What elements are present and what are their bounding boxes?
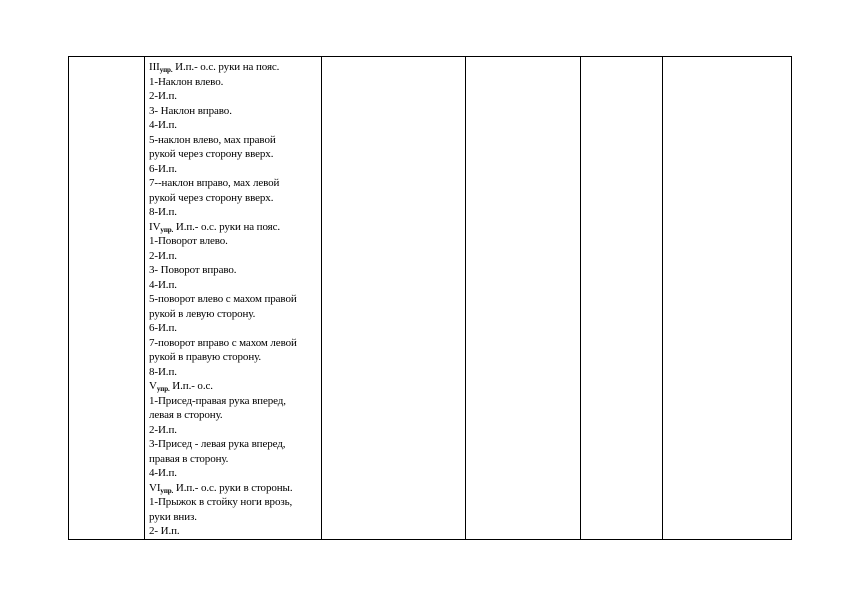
exercise-step-line: 1-Прыжок в стойку ноги врозь, xyxy=(149,496,293,508)
exercise-start-position: И.п.- о.с. руки на пояс. xyxy=(172,61,280,73)
empty-cell-part xyxy=(69,57,145,540)
exercise-step-line: 5-поворот влево с махом правой xyxy=(149,293,297,305)
empty-cell-5 xyxy=(663,57,792,540)
exercise-step-line: 1-Поворот влево. xyxy=(149,235,228,247)
exercise-start-position: И.п.- о.с. руки на пояс. xyxy=(173,220,281,233)
exercise-subscript: упр. xyxy=(159,66,173,74)
exercise-number: $III_{упр.}$ xyxy=(149,61,173,74)
exercise-step-line: 7--наклон вправо, мах левой xyxy=(149,177,280,189)
exercise-step-line: 1-Присед-правая рука вперед, xyxy=(149,394,286,407)
exercise-number: $V_{упр.}$ xyxy=(149,380,170,393)
exercise-step-line: 2-И.п. xyxy=(149,90,177,102)
exercise-start-position: И.п.- о.с. xyxy=(169,380,213,392)
table-row xyxy=(69,57,792,540)
exercise-step-line: левая в сторону. xyxy=(149,409,223,421)
exercise-step-line: 4-И.п. xyxy=(149,467,177,479)
exercise-step-line: 6-И.п. xyxy=(149,162,177,175)
exercise-step-line: руки вниз. xyxy=(149,510,197,523)
exercise-heading-line xyxy=(149,379,321,394)
exercise-step-line: 2-И.п. xyxy=(149,423,177,436)
exercise-step-line: 4-И.п. xyxy=(149,119,177,131)
exercise-step-line: 8-И.п. xyxy=(149,206,177,218)
exercise-step-line: 3- Поворот вправо. xyxy=(149,264,237,276)
exercise-step-line: 1-Наклон влево. xyxy=(149,75,224,88)
exercise-description-cell xyxy=(145,57,322,540)
exercise-number: $IV_{упр.}$ xyxy=(149,220,174,234)
exercise-heading-line xyxy=(149,220,321,235)
exercise-number: $VI_{упр.}$ xyxy=(149,481,174,495)
exercise-step-line: 4-И.п. xyxy=(149,278,177,291)
exercise-step-line: 8-И.п. xyxy=(149,365,177,378)
empty-cell-dosage xyxy=(322,57,466,540)
exercise-step-line: правая в сторону. xyxy=(149,452,229,465)
exercise-subscript: упр. xyxy=(160,486,174,495)
exercise-step-line: рукой в левую сторону. xyxy=(149,307,256,320)
exercise-subscript: упр. xyxy=(156,385,170,393)
exercise-step-line: рукой через сторону вверх. xyxy=(149,191,274,204)
exercise-start-position: И.п.- о.с. руки в стороны. xyxy=(173,481,293,494)
exercise-step-line: 2-И.п. xyxy=(149,249,177,262)
exercise-subscript: упр. xyxy=(160,225,174,234)
exercise-step-line: 6-И.п. xyxy=(149,322,177,334)
empty-cell-3 xyxy=(466,57,581,540)
exercise-step-line: 7-поворот вправо с махом левой xyxy=(149,336,297,349)
exercise-heading-line xyxy=(149,481,321,496)
exercise-step-line: 2- И.п. xyxy=(149,525,180,537)
lesson-plan-table xyxy=(68,56,792,540)
exercise-heading-line xyxy=(149,60,321,75)
exercise-lines xyxy=(145,57,321,539)
exercise-step-line: 5-наклон влево, мах правой xyxy=(149,133,276,146)
exercise-step-line: рукой в правую сторону. xyxy=(149,351,262,363)
empty-cell-4 xyxy=(581,57,663,540)
exercise-step-line: 3-Присед - левая рука вперед, xyxy=(149,438,286,450)
exercise-step-line: 3- Наклон вправо. xyxy=(149,104,232,117)
exercise-step-line: рукой через сторону вверх. xyxy=(149,148,274,160)
